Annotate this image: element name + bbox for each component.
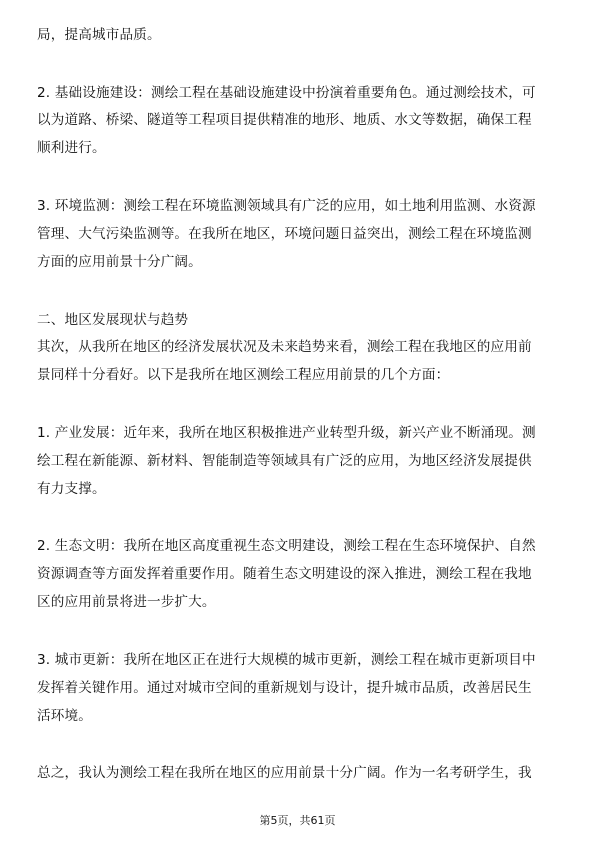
text-line: 2. 基础设施建设：测绘工程在基础设施建设中扮演着重要角色。通过测绘技术，可	[37, 85, 536, 101]
text-line: 2. 生态文明：我所在地区高度重视生态文明建设，测绘工程在生态环境保护、自然	[37, 538, 536, 554]
text-line: 以为道路、桥梁、隧道等工程项目提供精准的地形、地质、水文等数据，确保工程	[37, 112, 532, 128]
text-line: 3. 环境监测：测绘工程在环境监测领域具有广泛的应用，如土地利用监测、水资源	[37, 198, 536, 214]
page-indicator: 第5页，共61页	[259, 814, 336, 827]
text-line: 管理、大气污染监测等。在我所在地区，环境问题日益突出，测绘工程在环境监测	[37, 226, 532, 242]
text-line: 顺利进行。	[37, 140, 106, 156]
text-line: 区的应用前景将进一步扩大。	[37, 594, 216, 610]
text-line: 资源调查等方面发挥着重要作用。随着生态文明建设的深入推进，测绘工程在我地	[37, 566, 532, 582]
text-line: 景同样十分看好。以下是我所在地区测绘工程应用前景的几个方面：	[37, 367, 450, 383]
text-line: 其次，从我所在地区的经济发展状况及未来趋势来看，测绘工程在我地区的应用前	[37, 339, 532, 355]
text-line: 1. 产业发展：近年来，我所在地区积极推进产业转型升级，新兴产业不断涌现。测	[37, 425, 536, 441]
text-line: 方面的应用前景十分广阔。	[37, 254, 202, 270]
text-line: 活环境。	[37, 708, 92, 724]
text-line: 3. 城市更新：我所在地区正在进行大规模的城市更新，测绘工程在城市更新项目中	[37, 652, 536, 668]
text-line: 发挥着关键作用。通过对城市空间的重新规划与设计，提升城市品质，改善居民生	[37, 680, 532, 696]
section-heading: 二、地区发展现状与趋势	[37, 312, 189, 328]
text-line: 绘工程在新能源、新材料、智能制造等领域具有广泛的应用，为地区经济发展提供	[37, 453, 532, 469]
text-line: 局，提高城市品质。	[37, 27, 161, 43]
text-line: 总之，我认为测绘工程在我所在地区的应用前景十分广阔。作为一名考研学生，我	[37, 765, 532, 781]
text-line: 有力支撑。	[37, 481, 106, 497]
